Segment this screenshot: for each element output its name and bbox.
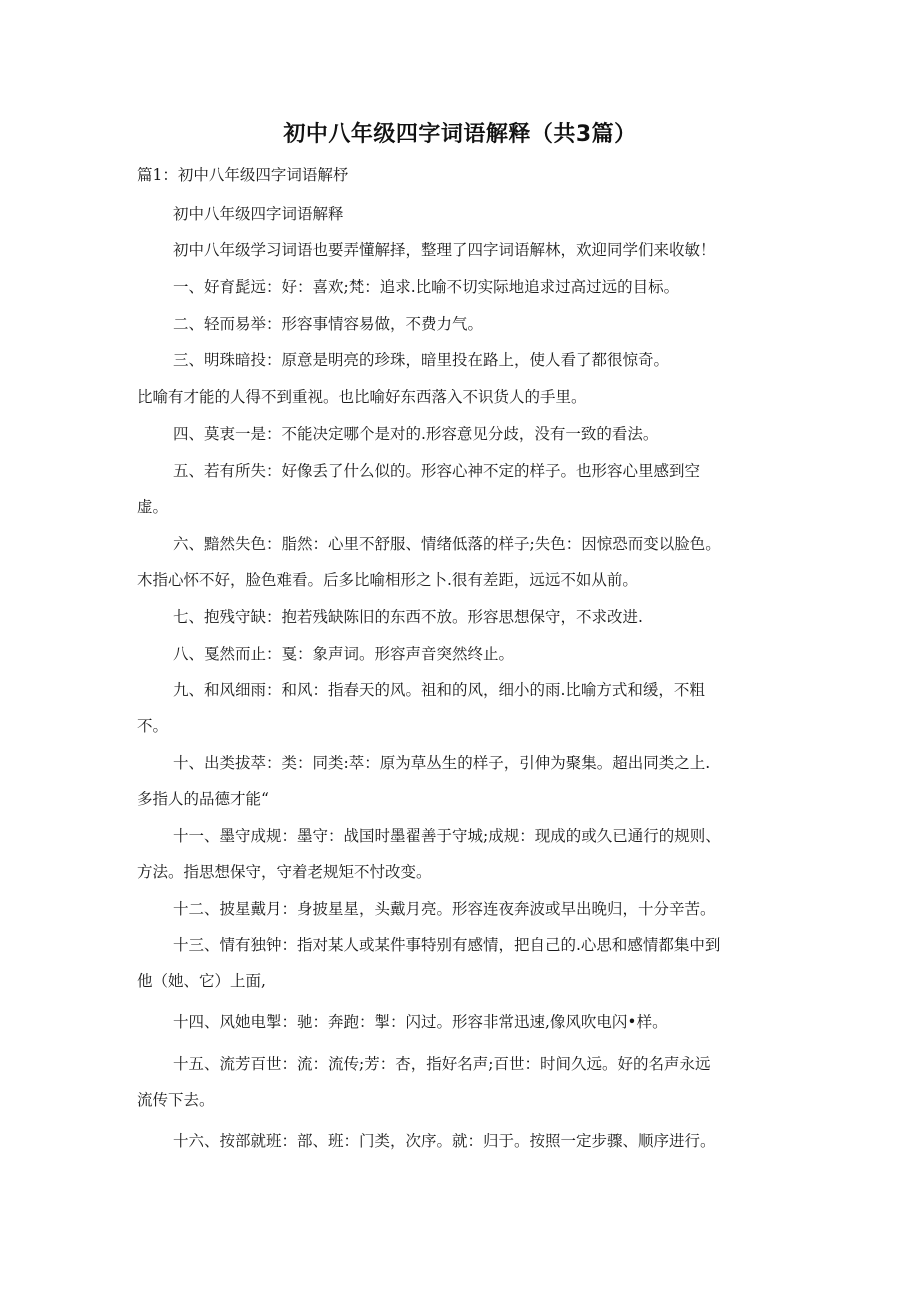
entry-9-line-1: 九、和风细雨：和风：指春天的风。祖和的风，细小的雨.比喻方式和缓，不粗 (173, 681, 705, 699)
entry-5-line-1: 五、若有所失：好像丢了什么似的。形容心神不定的样子。也形容心里感到空 (173, 462, 701, 480)
entry-13-line-1: 十三、情有独钟：指对某人或某件事特别有感情，把自己的.心思和感情都集中到 (173, 936, 721, 954)
entry-3-line-2: 比喻有才能的人得不到重视。也比喻好东西落入不识货人的手里。 (137, 388, 587, 406)
subheading: 初中八年级四字词语解释 (173, 205, 344, 223)
document-title: 初中八年级四字词语解释（共3篇） (283, 122, 637, 147)
entry-3-line-1: 三、明珠暗投：原意是明亮的珍珠，暗里投在路上，使人看了都很惊奇。 (173, 351, 670, 369)
entry-11-line-2: 方法。指思想保守，守着老规矩不忖改变。 (137, 863, 432, 881)
entry-14-line-1: 十四、风她电掣：驰：奔跑：掣：闪过。形容非常迅速,像风吹电闪•样。 (173, 1013, 668, 1031)
entry-1-line-1: 一、好育髭远：好：喜欢;梵：追求.比喻不切实际地追求过高过远的目标。 (173, 278, 680, 296)
entry-10-line-1: 十、出类拔萃：类：同类:萃：原为草丛生的样子，引伸为聚集。超出同类之上. (173, 754, 711, 772)
intro-paragraph: 初中八年级学习词语也要弄懂解择，整理了四字词语解林，欢迎同学们来收敏！ (173, 241, 716, 259)
entry-6-line-2: 木指心怀不好，脸色难看。后多比喻相形之卜.很有差距，远远不如从前。 (137, 571, 638, 589)
section-heading: 篇1：初中八年级四字词语解杼 (137, 166, 349, 184)
entry-2-line-1: 二、轻而易举：形容事情容易做，不费力气。 (173, 315, 484, 333)
entry-15-line-2: 流传下去。 (137, 1091, 215, 1109)
entry-13-line-2: 他（她、它）上面, (137, 972, 266, 990)
entry-4-line-1: 四、莫衷一是：不能决定哪个是对的.形容意见分歧，没有一致的看法。 (173, 425, 659, 443)
entry-6-line-1: 六、黯然失色：脂然：心里不舒服、情绪低落的样子;失色：因惊恐而变以脸色。 (173, 535, 721, 553)
entry-11-line-1: 十一、墨守成规：墨守：战国时墨翟善于守城;成规：现成的或久已通行的规则、 (173, 827, 721, 845)
entry-5-line-2: 虚。 (137, 498, 169, 516)
entry-9-line-2: 不。 (137, 717, 169, 735)
entry-15-line-1: 十五、流芳百世：流：流传;芳：杏，指好名声;百世：时间久远。好的名声永远 (173, 1055, 711, 1073)
entry-12-line-1: 十二、披星戴月：身披星星，头戴月亮。形容连夜奔波或早出晚归，十分辛苦。 (173, 900, 716, 918)
entry-7-line-1: 七、抱残守缺：抱若残缺陈旧的东西不放。形容思想保守，不求改进. (173, 608, 643, 626)
entry-16-line-1: 十六、按部就班：部、班：门类，次序。就：归于。按照一定步骤、顺序进行。 (173, 1132, 716, 1150)
entry-8-line-1: 八、戛然而止：戛：象声词。形容声音突然终止。 (173, 645, 515, 663)
entry-10-line-2: 多指人的品德才能“ (137, 790, 269, 808)
